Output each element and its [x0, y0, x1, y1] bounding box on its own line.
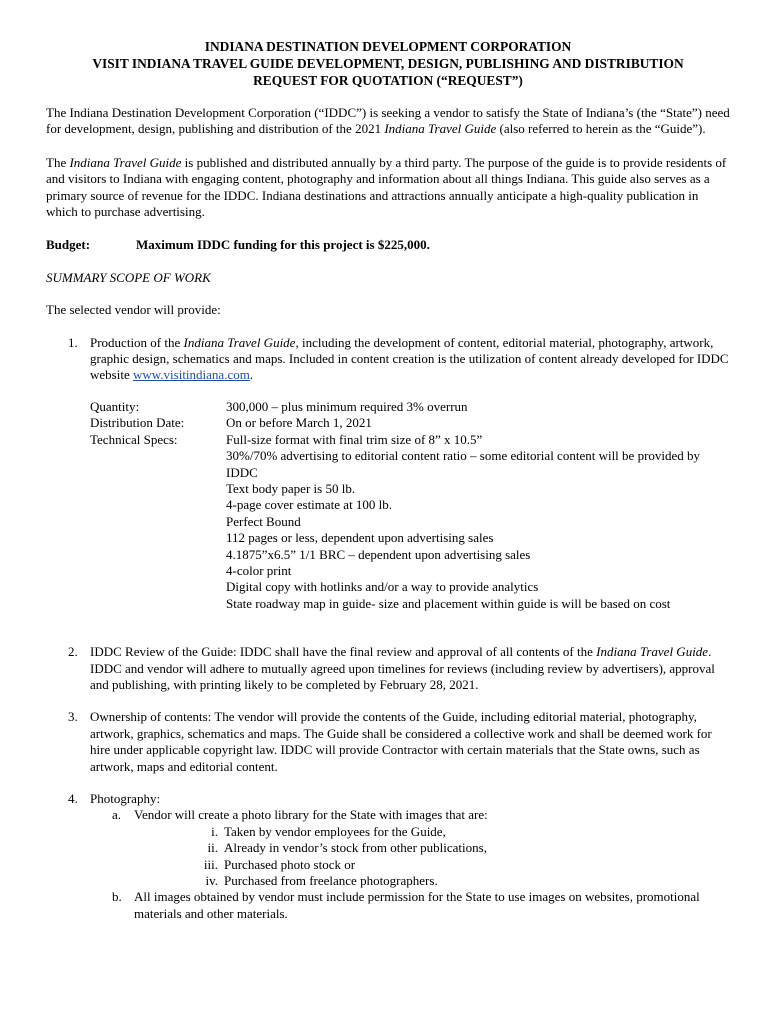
intro-text-2: (also referred to herein as the “Guide”).	[496, 121, 706, 137]
item-1-guide-title: Indiana Travel Guide,	[183, 334, 299, 350]
quantity-label: Quantity:	[90, 398, 140, 414]
roman-item	[134, 857, 730, 873]
item-2-text	[90, 644, 730, 693]
roman-text: Purchased from freelance photographers.	[224, 873, 438, 889]
roman-list	[134, 824, 730, 890]
purpose-paragraph	[46, 155, 730, 221]
roman-text: Purchased photo stock or	[224, 856, 356, 872]
sub-item-b-text: All images obtained by vendor must include permission for the State to use images on websites, promotional materials and other materials.	[134, 889, 700, 921]
item-2-text-b: . IDDC and vendor will adhere to mutually agreed upon timelines for reviews (including review by advertisers), approval and publishing, with printing likely to be completed by February 28, 2021.	[90, 644, 715, 692]
purpose-text-2: is published and distributed annually by a third party. The purpose of the guide is to provide residents of and visitors to Indiana with engaging content, photography and information about all things Indiana. This guide also serves as a primary source of revenue for the IDDC. Indiana destinations and attractions annually anticipate a high-quality publication in which to purchase advertising.	[46, 154, 727, 220]
item-3-number: 3.	[68, 709, 78, 725]
intro-guide-title: Indiana Travel Guide	[384, 121, 497, 137]
photography-sublist	[90, 807, 730, 922]
tech-spec-line: Full-size format with final trim size of 8” x 10.5”	[226, 431, 483, 447]
item-2-number: 2.	[68, 644, 78, 660]
item-1-text-a: Production of the	[90, 334, 184, 350]
spec-row-technical	[90, 432, 730, 612]
list-item-4	[46, 791, 730, 922]
spec-table	[90, 399, 730, 612]
scope-list	[46, 335, 730, 923]
roman-text: Taken by vendor employees for the Guide,	[224, 823, 446, 839]
vendor-intro: The selected vendor will provide:	[46, 302, 221, 318]
tech-spec-line: Text body paper is 50 lb.	[226, 480, 356, 496]
roman-marker: iv.	[205, 873, 218, 889]
roman-item	[134, 873, 730, 889]
item-2-text-a: IDDC Review of the Guide: IDDC shall have the final review and approval of all contents of the	[90, 644, 597, 660]
roman-text: Already in vendor’s stock from other publications,	[224, 840, 487, 856]
spec-row-quantity	[90, 399, 730, 415]
sub-item-b	[90, 889, 730, 922]
document-header	[46, 38, 730, 89]
sub-item-a-text: Vendor will create a photo library for the State with images that are:	[134, 807, 488, 823]
tech-spec-line: 30%/70% advertising to editorial content ratio – some editorial content will be provided by IDDC	[226, 448, 701, 480]
roman-item	[134, 824, 730, 840]
tech-spec-line: 4.1875”x6.5” 1/1 BRC – dependent upon advertising sales	[226, 546, 531, 562]
tech-spec-line: 4-color print	[226, 562, 292, 578]
distribution-date-value: On or before March 1, 2021	[226, 415, 372, 431]
quantity-value: 300,000 – plus minimum required 3% overrun	[226, 398, 468, 414]
visitindiana-link[interactable]: www.visitindiana.com	[132, 367, 250, 383]
sub-item-a-marker: a.	[112, 807, 122, 823]
item-1-text-b: including the development of content, editorial material, photography, artwork, graphic design, schematics and maps. Included in content creation is the utilization of content already developed for IDDC website	[90, 334, 729, 383]
sub-item-b-marker: b.	[112, 889, 122, 905]
roman-item	[134, 840, 730, 856]
item-1-text	[90, 335, 730, 384]
tech-spec-line: 4-page cover estimate at 100 lb.	[226, 497, 393, 513]
purpose-text-1: The	[46, 154, 70, 170]
item-4-number: 4.	[68, 791, 78, 806]
list-item-1	[46, 335, 730, 629]
intro-text-1: The Indiana Destination Development Corporation (“IDDC”) is seeking a vendor to satisfy the State of Indiana’s (the “State”) need for development, design, publishing and distribution of the 2021	[46, 105, 730, 137]
budget-label: Budget:	[46, 237, 91, 253]
roman-marker: i.	[211, 823, 218, 839]
item-1-text-c: .	[249, 367, 254, 383]
header-line-1: INDIANA DESTINATION DEVELOPMENT CORPORATION	[204, 39, 572, 54]
list-item-3	[46, 709, 730, 775]
distribution-date-label: Distribution Date:	[90, 415, 185, 431]
budget-line	[46, 237, 730, 253]
scope-heading: SUMMARY SCOPE OF WORK	[46, 269, 211, 285]
item-2-guide-title: Indiana Travel Guide	[596, 644, 709, 660]
tech-spec-line: Perfect Bound	[226, 513, 301, 529]
tech-spec-line: 112 pages or less, dependent upon advertising sales	[226, 530, 494, 546]
item-3-text: Ownership of contents: The vendor will provide the contents of the Guide, including editorial material, photography, artwork, graphics, schematics and maps. The Guide shall be considered a collective work and shall be deemed work for hire under applicable copyright law. IDDC will provide Contractor with certain materials that the State owns, such as artwork, maps and editorial content.	[90, 709, 712, 774]
item-4-heading: Photography:	[90, 791, 161, 806]
item-1-number: 1.	[68, 334, 78, 350]
tech-spec-line: State roadway map in guide- size and placement within guide is will be based on cost	[226, 595, 671, 611]
list-item-2	[46, 644, 730, 693]
spec-row-date	[90, 415, 730, 431]
header-line-3: REQUEST FOR QUOTATION (“REQUEST”)	[253, 73, 523, 88]
purpose-guide-title: Indiana Travel Guide	[69, 154, 182, 170]
roman-marker: ii.	[207, 840, 218, 856]
header-line-2: VISIT INDIANA TRAVEL GUIDE DEVELOPMENT, DESIGN, PUBLISHING AND DISTRIBUTION	[92, 56, 684, 71]
technical-specs-label: Technical Specs:	[90, 431, 178, 447]
tech-spec-line: Digital copy with hotlinks and/or a way to provide analytics	[226, 579, 539, 595]
budget-text: Maximum IDDC funding for this project is $225,000.	[136, 237, 430, 253]
roman-marker: iii.	[203, 856, 218, 872]
intro-paragraph	[46, 105, 730, 138]
sub-item-a	[90, 807, 730, 889]
